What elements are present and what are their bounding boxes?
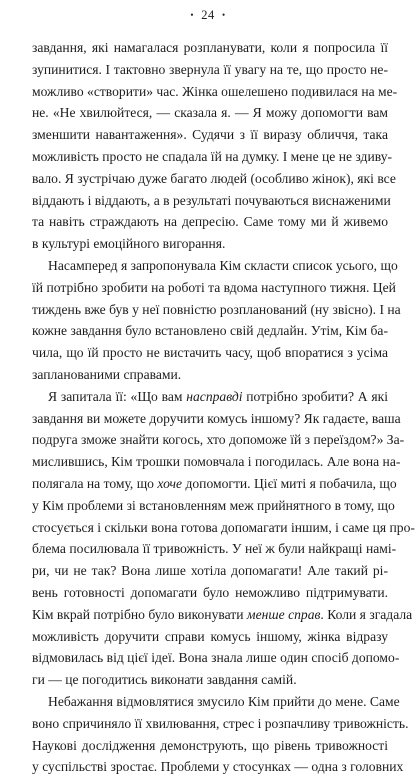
text-line [32, 190, 391, 212]
text-segment: потрібно зробити? А які [242, 388, 388, 404]
text-line [32, 124, 388, 146]
page-header [0, 8, 416, 23]
text-line [32, 364, 388, 386]
text-line [32, 473, 397, 495]
text-segment: Кім вкрай потрібно було виконувати [32, 606, 247, 622]
text-segment: ги — це погодитись виконати завдання самій. [32, 672, 297, 688]
text-segment: стосується і скільки вона готова допомагати іншим, і саме ця про- [32, 519, 415, 535]
text-line [32, 37, 388, 59]
text-line [32, 146, 393, 168]
header-star-right: • [222, 10, 226, 20]
text-segment: чила, що їй просто не вистачить часу, щоб впоратися з усіма [32, 345, 388, 361]
text-segment: Небажання відмовлятися змусило Кім прийти до мене. Саме [48, 693, 400, 709]
text-line [32, 233, 388, 255]
text-segment: зменшити навантаження». Судячи з її виразу обличчя, така [32, 127, 388, 143]
text-line [32, 451, 401, 473]
text-segment: Я запитала її: «Що вам [48, 388, 187, 404]
text-segment: їй потрібно зробити на роботі та вдома наступного тижня. Цей [32, 279, 396, 295]
text-segment: . Коли я згадала [320, 606, 413, 622]
text-segment: відмовилась від цієї ідеї. Вона знала лише один спосіб допомо- [32, 650, 400, 666]
text-segment: можливість доручити справи комусь іншому, жінка відразу [32, 628, 388, 644]
emphasis-text: хоче [157, 475, 183, 491]
text-line [32, 713, 409, 735]
text-line [32, 342, 388, 364]
text-line [32, 277, 396, 299]
text-segment: воно спричиняло її хвилювання, стрес і розпачливу тривожність. [32, 715, 409, 731]
text-line [32, 735, 388, 757]
text-line [32, 582, 388, 604]
text-line [32, 756, 404, 778]
emphasis-text: менше справ [246, 606, 321, 622]
text-line [32, 538, 397, 560]
text-segment: тиждень вже був у неї повністю розпланований (ну звісно). І на [32, 301, 401, 317]
text-line [32, 429, 405, 451]
text-segment: ри, чи не так? Вона лише хотіла допомагати! Але такий рі- [32, 563, 388, 579]
text-segment: можливо «створити» час. Жінка ошелешено подивилася на ме- [32, 83, 398, 99]
text-segment: вало. Я зустрічаю дуже багато людей (особливо жінок), які все [32, 170, 396, 186]
text-segment: мислившись, Кім трошки помовчала і погодилась. Але вона на- [32, 454, 401, 470]
text-line [32, 299, 401, 321]
text-segment: зупинитися. І тактовно звернула її увагу на те, що просто не- [32, 61, 388, 77]
text-segment: в культурі емоційного вигорання. [32, 236, 226, 252]
text-segment: допомогти. Цієї миті я побачила, що [182, 475, 397, 491]
text-line [32, 495, 395, 517]
text-line [32, 517, 415, 539]
text-line [32, 102, 388, 124]
text-segment: подруга зможе знайти когось, хто допоможе їй з переїздом?» За- [32, 432, 405, 448]
text-line [32, 626, 388, 648]
text-segment: у Кім проблеми зі встановленням меж прийнятного в тому, що [32, 497, 395, 513]
text-line [32, 59, 388, 81]
text-line [32, 386, 388, 408]
text-line [32, 691, 400, 713]
header-star-left: • [190, 10, 194, 20]
text-segment: у суспільстві зростає. Проблеми у стосунках — одна з головних [32, 759, 404, 775]
emphasis-text: насправді [186, 388, 243, 404]
text-segment: не. «Не хвилюйтеся, — сказала я. — Я можу допомогти вам [32, 105, 388, 121]
text-segment: блема посилювала її тривожність. У неї ж були найкращі намі- [32, 541, 397, 557]
text-segment: Наукові дослідження демонструють, що рівень тривожності [32, 737, 388, 753]
text-line [32, 255, 398, 277]
text-line [32, 211, 388, 233]
text-segment: полягала на тому, що [32, 475, 158, 491]
text-segment: кожне завдання було встановлено свій дедлайн. Утім, Кім ба- [32, 323, 388, 339]
page-number: 24 [201, 8, 215, 22]
body-text [32, 37, 415, 778]
text-line [32, 320, 388, 342]
text-segment: можливість просто не спадала їй на думку. І мене це не здиву- [32, 148, 393, 164]
text-segment: завдання ви можете доручити комусь іншому? Як гадаєте, ваша [32, 410, 401, 426]
text-segment: вень готовності допомагати було неможливо підтримувати. [32, 584, 388, 600]
text-line [32, 560, 388, 582]
text-segment: та навіть страждають на депресію. Саме тому ми й живемо [32, 214, 388, 230]
text-segment: Насамперед я запропонувала Кім скласти список усього, що [48, 257, 398, 273]
text-line [32, 647, 400, 669]
text-segment: запланованими справами. [32, 366, 182, 382]
text-line [32, 81, 398, 103]
text-line [32, 408, 401, 430]
text-line [32, 168, 396, 190]
text-line [32, 604, 413, 626]
text-segment: віддають і віддають, а в результаті почуваються виснаженими [32, 192, 391, 208]
text-segment: завдання, які намагалася розпланувати, коли я попросила її [32, 40, 388, 55]
text-line [32, 669, 388, 691]
